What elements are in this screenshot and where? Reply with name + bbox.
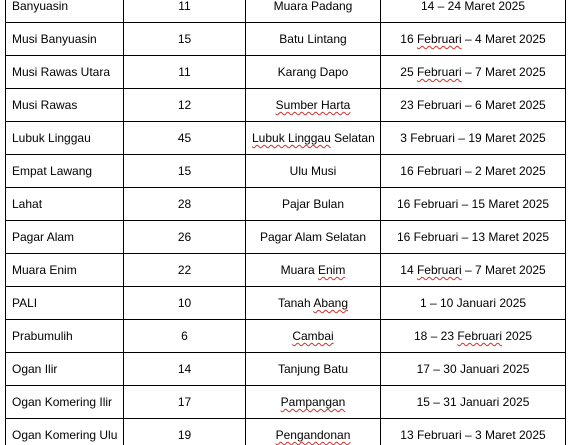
cell-text: 14 [400,263,417,277]
table-body [6,0,566,445]
schedule-table [5,0,566,445]
cell-text: 6 [181,329,188,343]
cell-text: Pajar Bulan [281,197,345,211]
table-row [6,419,566,445]
cell-text: 26 [177,230,192,244]
cell-text: Ogan Komering Ilir [12,395,113,409]
cell-text: – 4 Maret 2025 [461,32,546,46]
cell-text: Empat Lawang [12,164,93,178]
region-cell [6,419,124,445]
cell-text: 14 [177,362,192,376]
region-cell [6,89,124,122]
table-row [6,155,566,188]
region-cell [6,287,124,320]
count-cell [124,155,246,188]
location-cell [246,320,381,353]
count-cell [124,386,246,419]
count-cell [124,188,246,221]
cell-text: 15 – 31 Januari 2025 [416,395,530,409]
count-cell [124,221,246,254]
count-cell [124,287,246,320]
cell-text: 25 [400,65,417,79]
cell-text: Pagar Alam [12,230,75,244]
cell-text: Ulu Musi [289,164,337,178]
cell-text: Pagar Alam Selatan [259,230,367,244]
count-cell [124,122,246,155]
cell-text: 15 [177,164,192,178]
table-row [6,122,566,155]
spellcheck-marked-text: Februari [457,329,503,343]
cell-text: Muara Enim [12,263,77,277]
table-row [6,0,566,23]
location-cell [246,122,381,155]
spellcheck-marked-text: Februari [416,32,462,46]
cell-text: 16 Februari – 2 Maret 2025 [400,164,546,178]
location-cell [246,188,381,221]
cell-text: 17 – 30 Januari 2025 [416,362,530,376]
date-cell [381,122,566,155]
table-row [6,386,566,419]
cell-text: 16 [400,32,417,46]
cell-text: 22 [177,263,192,277]
table-row [6,320,566,353]
spellcheck-marked-text: Pengandonan [275,428,351,442]
region-cell [6,386,124,419]
cell-text: 19 [177,428,192,442]
location-cell [246,89,381,122]
date-cell [381,155,566,188]
cell-text: Banyuasin [12,0,69,13]
table-row [6,56,566,89]
region-cell [6,23,124,56]
table-row [6,221,566,254]
location-cell [246,155,381,188]
cell-text: Musi Rawas Utara [12,65,111,79]
cell-text: 23 Februari – 6 Maret 2025 [400,98,546,112]
cell-text: 17 [177,395,192,409]
cell-text: 11 [178,65,191,79]
date-cell [381,419,566,445]
table-row [6,353,566,386]
count-cell [124,419,246,445]
table-row [6,254,566,287]
cell-text: 14 – 24 Maret 2025 [420,0,526,13]
count-cell [124,0,246,23]
date-cell [381,56,566,89]
location-cell [246,0,381,23]
date-cell [381,287,566,320]
cell-text: Musi Rawas [12,98,78,112]
date-cell [381,320,566,353]
cell-text: Muara [280,263,318,277]
cell-text: Ogan Komering Ulu [12,428,118,442]
location-cell [246,419,381,445]
spellcheck-marked-text: Pampangan [280,395,346,409]
table-row [6,188,566,221]
location-cell [246,23,381,56]
cell-text: Karang Dapo [277,65,349,79]
spellcheck-marked-text: Februari [416,65,462,79]
cell-text: 11 [178,0,191,13]
region-cell [6,353,124,386]
date-cell [381,0,566,23]
cell-text: Muara Padang [273,0,353,13]
date-cell [381,188,566,221]
date-cell [381,353,566,386]
count-cell [124,254,246,287]
location-cell [246,254,381,287]
cell-text: 45 [177,131,192,145]
cell-text: – 7 Maret 2025 [461,65,546,79]
cell-text: PALI [12,296,38,310]
location-cell [246,386,381,419]
date-cell [381,254,566,287]
spellcheck-marked-text: Abang [313,296,349,310]
cell-text: 13 Februari – 3 Maret 2025 [400,428,546,442]
cell-text: Tanjung Batu [277,362,349,376]
cell-text: Lahat [12,197,43,211]
cell-text: Tanah [277,296,314,310]
cell-text: 16 Februari – 15 Maret 2025 [396,197,550,211]
table-row [6,89,566,122]
cell-text: 10 [177,296,192,310]
location-cell [246,221,381,254]
spellcheck-marked-text: Lubuk Linggau [252,131,331,145]
spellcheck-marked-text: Sumber Harta [275,98,351,112]
region-cell [6,254,124,287]
region-cell [6,320,124,353]
region-cell [6,155,124,188]
cell-text: 16 Februari – 13 Maret 2025 [396,230,550,244]
cell-text: Selatan [330,131,375,145]
cell-text: Lubuk Linggau [12,131,91,145]
region-cell [6,122,124,155]
count-cell [124,353,246,386]
cell-text: 1 – 10 Januari 2025 [419,296,527,310]
date-cell [381,221,566,254]
cell-text: Musi Banyuasin [12,32,97,46]
location-cell [246,56,381,89]
count-cell [124,320,246,353]
cell-text: 2025 [502,329,533,343]
count-cell [124,56,246,89]
cell-text: Ogan Ilir [12,362,58,376]
region-cell [6,0,124,23]
cell-text: 15 [177,32,192,46]
date-cell [381,386,566,419]
cell-text: 28 [177,197,192,211]
cell-text: – 7 Maret 2025 [461,263,546,277]
table-row [6,287,566,320]
cell-text: 12 [177,98,192,112]
cell-text: 18 – 23 [413,329,458,343]
location-cell [246,353,381,386]
location-cell [246,287,381,320]
count-cell [124,89,246,122]
cell-text: Batu Lintang [279,32,347,46]
cell-text: 3 Februari – 19 Maret 2025 [400,131,546,145]
spellcheck-marked-text: Februari [416,263,462,277]
date-cell [381,23,566,56]
date-cell [381,89,566,122]
table-row [6,23,566,56]
region-cell [6,221,124,254]
spellcheck-marked-text: Enim [318,263,346,277]
spellcheck-marked-text: Cambai [292,329,334,343]
region-cell [6,188,124,221]
count-cell [124,23,246,56]
region-cell [6,56,124,89]
cell-text: Prabumulih [12,329,73,343]
